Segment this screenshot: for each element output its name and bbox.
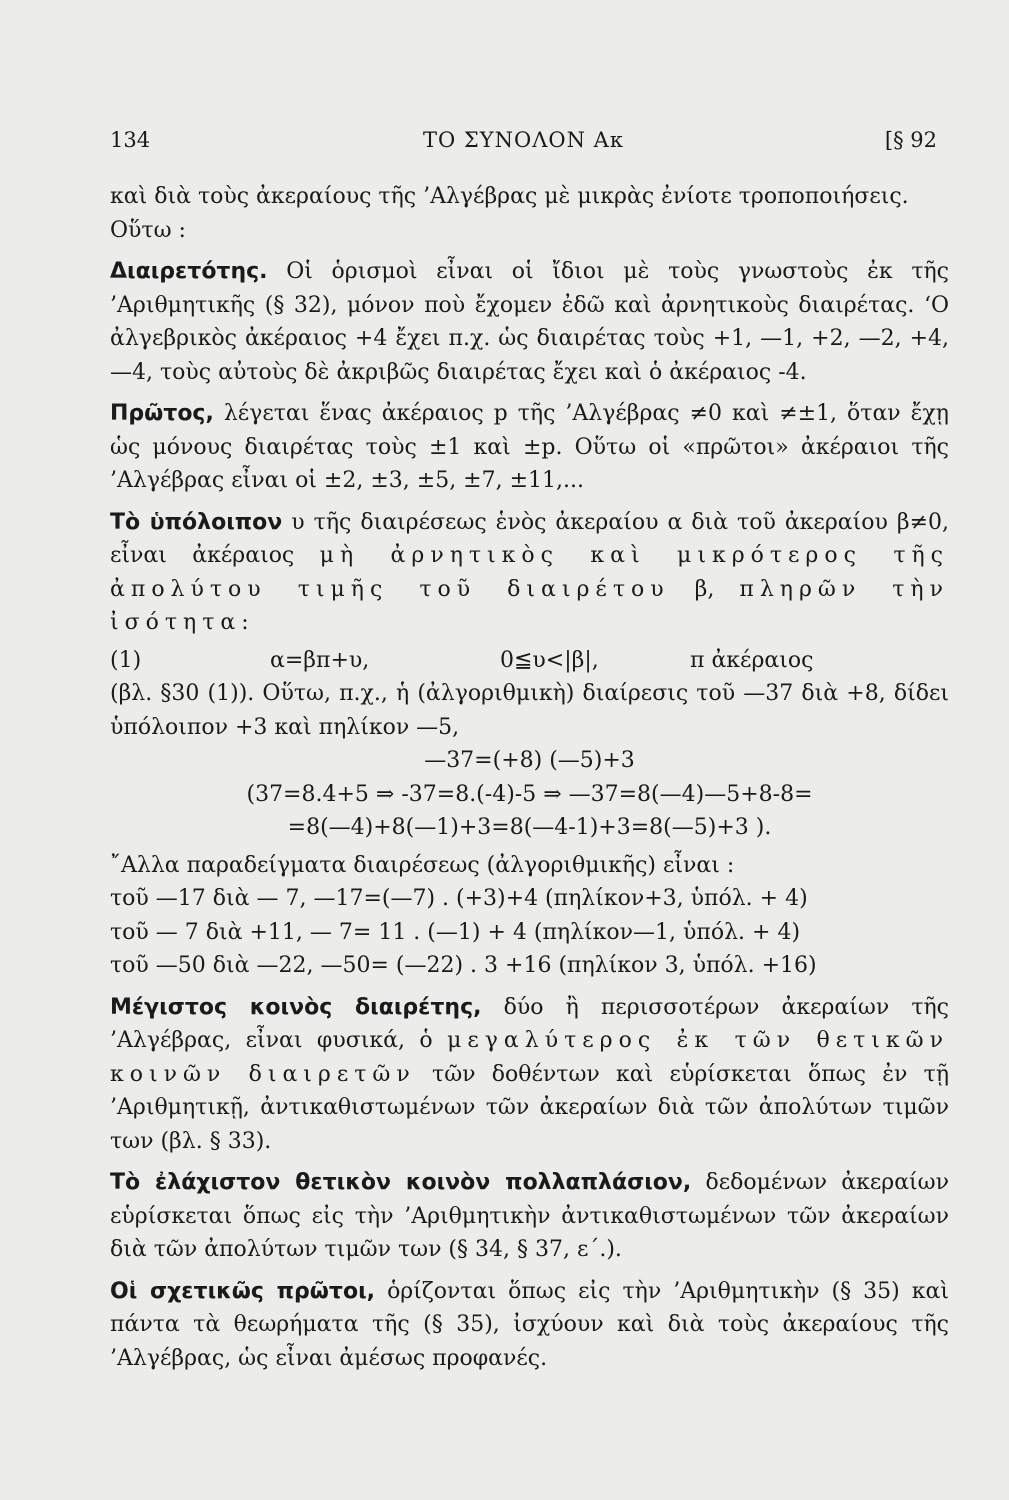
equation-4: =8(—4)+8(—1)+3=8(—4-1)+3=8(—5)+3 ). [287,815,772,840]
prime-paragraph [110,397,949,498]
coprime-text: ὁρίζονται ὅπως εἰς τὴν ’Αριθμητικὴν (§ 35) καὶ πάντα τὰ θεωρήματα τῆς (§ 35), ἰσχύουν καὶ διὰ τοὺς ἀκεραίους τῆς ’Αλγέβρας, ὡς εἶναι ἀμέσως προφανές. [110,1278,949,1371]
remainder-term: Τὸ ὑπόλοιπον [110,509,283,535]
intro-outo: Οὕτω : [110,217,186,243]
divisibility-paragraph [110,255,949,389]
equation-part-c: π ἀκέραιος [690,647,814,673]
gcd-text-b: τῶν δοθέντων καὶ εὑρίσκεται ὅπως ἐν τῇ ’Αριθμητικῇ, ἀντικαθιστωμένων τῶν ἀκεραίων διὰ τῶν ἀπολύτων τιμῶν των (βλ. § 33). [110,1061,949,1154]
divisibility-term: Διαιρετότης. [110,259,268,284]
page-header [110,128,937,158]
example-row: τοῦ — 7 διὰ +11, — 7= 11 . (—1) + 4 (πηλίκον—1, ὑπόλ. + 4) [110,919,801,945]
remainder-spaced-a: μὴ ἀρνητικὸς καὶ μικρότερος τῆς ἀπολύτου τιμῆς τοῦ διαιρέτου [110,543,950,602]
intro-line: καὶ διὰ τοὺς ἀκεραίους τῆς ’Αλγέβρας μὲ μικρὰς ἐνίοτε τροποποιήσεις. [110,184,909,209]
example-row: τοῦ —17 διὰ — 7, —17=(—7) . (+3)+4 (πηλίκον+3, ὑπόλ. + 4) [110,886,808,911]
remainder-paragraph [110,506,949,640]
lcm-term: Τὸ ἐλάχιστον θετικὸν κοινὸν πολλαπλάσιον, [110,1170,692,1195]
equation-part-a: α=βπ+υ, [270,647,370,673]
equation-1 [110,644,949,678]
gcd-term: Μέγιστος κοινὸς διαιρέτης, [110,994,482,1020]
examples-intro: ῎Αλλα παραδείγματα διαιρέσεως (ἀλγοριθμικῆς) εἶναι : [110,852,735,878]
example-row: τοῦ —50 διὰ —22, —50= (—22) . 3 +16 (πηλίκον 3, ὑπόλ. +16) [110,953,817,978]
divisibility-text: Οἱ ὁρισμοὶ εἶναι οἱ ἴδιοι μὲ τοὺς γνωστοὺς ἐκ τῆς ’Αριθμητικῆς (§ 32), μόνον ποὺ ἔχομεν ἐδῶ καὶ ἀρνητικοὺς διαιρέτας. ‘Ο ἀλγεβρικὸς ἀκέραιος +4 ἔχει π.χ. ὡς διαιρέτας τοὺς +1, —1, +2, —2, +4, —4, τοὺς αὐτοὺς δὲ ἀκριβῶς διαιρέτας ἔχει καὶ ὁ ἀκέραιος -4. [110,259,949,385]
coprime-paragraph [110,1275,949,1376]
coprime-term: Οἱ σχετικῶς πρῶτοι, [110,1278,376,1304]
page-number: 134 [110,128,151,152]
gcd-paragraph [110,991,949,1159]
equation-number: (1) [110,647,142,673]
remainder-text-a: υ τῆς διαιρέσεως ἑνὸς ἀκεραίου α διὰ τοῦ ἀκεραίου β≠0, εἶναι ἀκέραιος [110,509,950,568]
gcd-text-a: δύο ἢ περισσοτέρων ἀκεραίων τῆς ’Αλγέβρας, εἶναι φυσικά, ὁ [110,994,949,1053]
equation-3: (37=8.4+5 ⇒ -37=8.(-4)-5 ⇒ —37=8(—4)—5+8-8= [246,781,813,807]
remainder-after: (βλ. §30 (1)). Οὕτω, π.χ., ἡ (ἀλγοριθμικὴ) διαίρεσις τοῦ —37 διὰ +8, δίδει ὑπόλοιπον +3 καὶ πηλίκον —5, [110,681,949,740]
running-title: ΤΟ ΣΥΝΟΛΟΝ Ακ [423,128,624,152]
remainder-text-b: β, [694,576,715,602]
page-body [110,180,949,1375]
equation-part-b: 0≦υ<|β|, [500,647,599,673]
gcd-spaced: μεγαλύτερος ἐκ τῶν θετικῶν κοινῶν διαιρετῶν [110,1028,949,1087]
lcm-paragraph [110,1166,949,1267]
remainder-spaced-b: πληρῶν τὴν ἰσότητα: [110,576,949,635]
prime-term: Πρῶτος, [110,401,214,426]
section-marker: [§ 92 [884,128,937,152]
prime-text: λέγεται ἕνας ἀκέραιος p τῆς ’Αλγέβρας ≠0 καὶ ≠±1, ὅταν ἔχῃ ὡς μόνους διαιρέτας τοὺς ±1 καὶ ±p. Οὕτω οἱ «πρῶτοι» ἀκέραιοι τῆς ’Αλγέβρας εἶναι οἱ ±2, ±3, ±5, ±7, ±11,... [110,401,949,493]
equation-2: —37=(+8) (—5)+3 [424,748,635,773]
lcm-text: δεδομένων ἀκεραίων εὑρίσκεται ὅπως εἰς τὴν ’Αριθμητικὴν ἀντικαθιστωμένων τῶν ἀκεραίων διὰ τῶν ἀπολύτων τιμῶν των (§ 34, § 37, ε΄.). [110,1170,949,1262]
